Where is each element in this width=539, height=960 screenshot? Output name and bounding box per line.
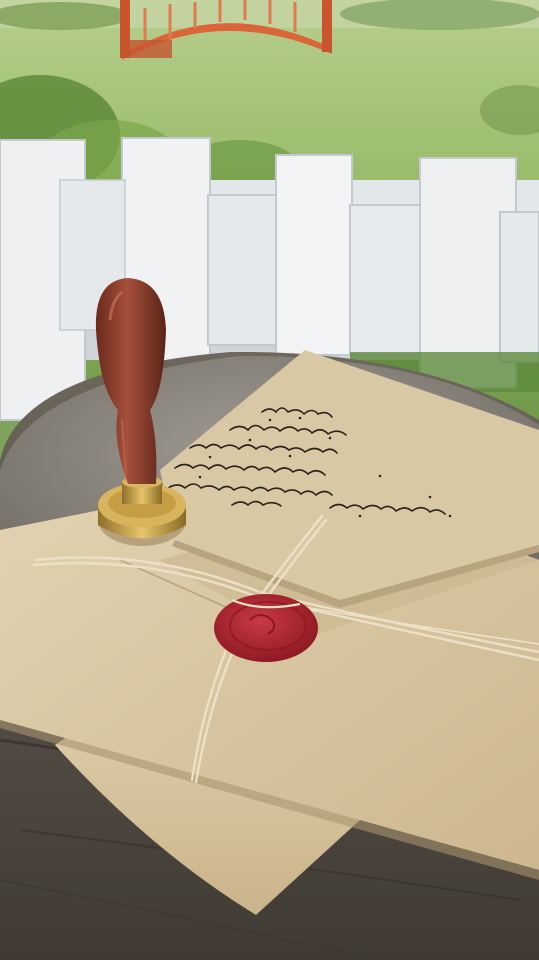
wax-seal	[214, 594, 318, 662]
